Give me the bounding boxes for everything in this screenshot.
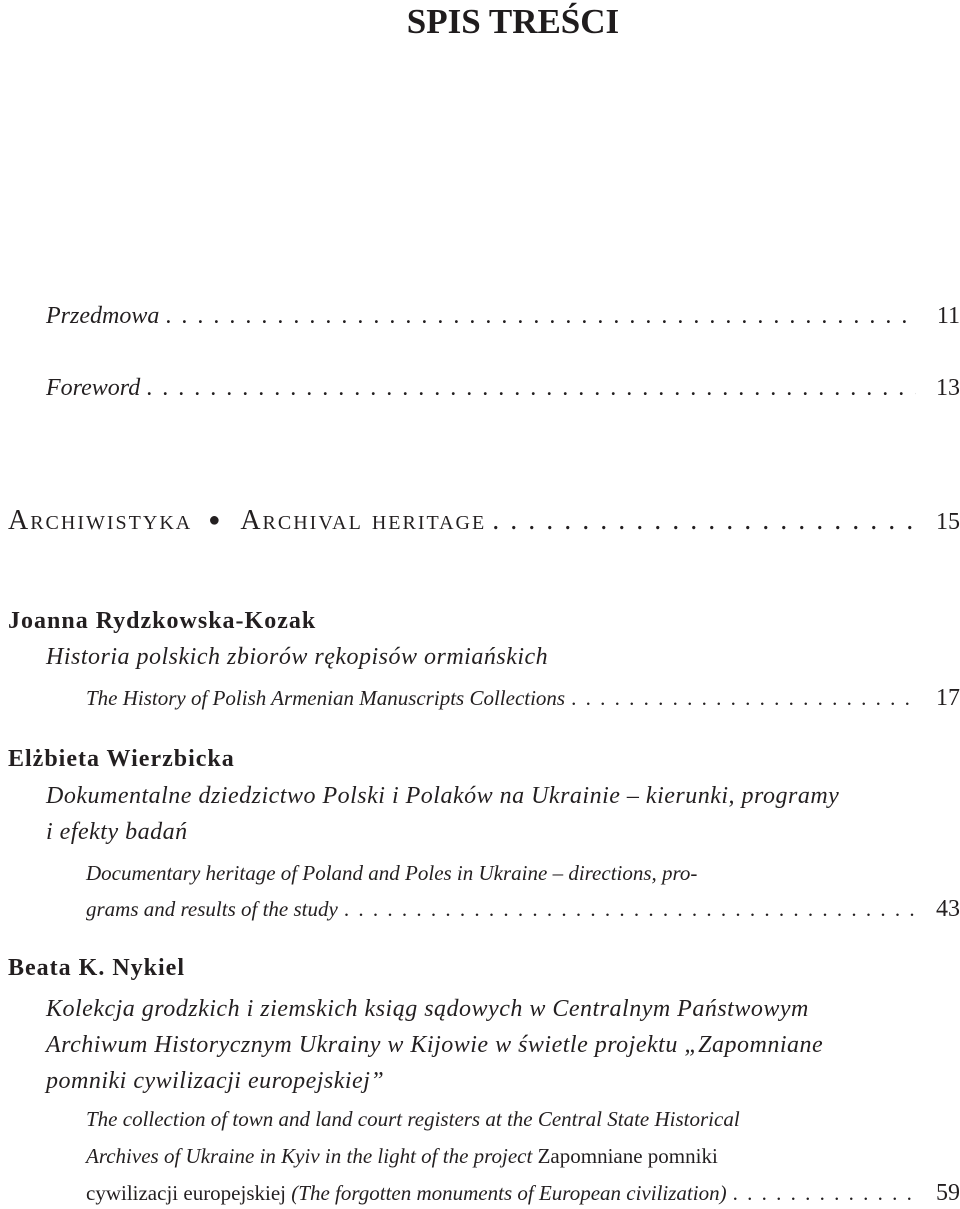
toc-label: Foreword: [46, 375, 141, 401]
dot-leader: [486, 504, 916, 538]
toc-row-przedmowa[interactable]: [8, 300, 960, 332]
toc-row-foreword[interactable]: [8, 372, 960, 404]
bullet-icon: ●: [208, 509, 223, 531]
page-number: 43: [936, 896, 960, 922]
page-number: 17: [936, 685, 960, 711]
section-heading: [8, 503, 486, 538]
page-number: 13: [936, 375, 960, 401]
title-en-part: (The forgotten monuments of European civilization): [286, 1181, 727, 1205]
dot-leader: [727, 1177, 916, 1209]
page-number: 11: [936, 303, 960, 329]
title-pl: Dokumentalne dziedzictwo Polski i Polaków na Ukrainie – kierunki, programy i efekty badań: [46, 783, 840, 845]
title-en-upright: Zapomniane pomniki: [537, 1144, 718, 1168]
page-number: 15: [936, 509, 960, 535]
author-name: Elżbieta Wierzbicka: [8, 746, 235, 772]
title-pl: Historia polskich zbiorów rękopisów ormiańskich: [46, 644, 549, 670]
section-label-en: Archival heritage: [240, 505, 487, 536]
page-title: SPIS TREŚCI: [406, 2, 620, 41]
dot-leader: [159, 300, 916, 332]
dot-leader: [338, 893, 916, 925]
author-name: Beata K. Nykiel: [8, 955, 185, 981]
toc-row-entry-1[interactable]: [86, 682, 960, 714]
toc-label: Przedmowa: [46, 303, 160, 329]
title-en: The History of Polish Armenian Manuscripts Collections: [86, 686, 566, 710]
dot-leader: [140, 372, 916, 404]
title-en-line3: [86, 1177, 727, 1209]
toc-row-entry-2[interactable]: [86, 893, 960, 925]
section-label-pl: Archiwistyka: [8, 505, 193, 536]
title-en-part: Archives of Ukraine in Kyiv in the light of the project: [86, 1144, 538, 1168]
toc-row-entry-3[interactable]: [86, 1177, 960, 1209]
title-en-line2: [86, 1138, 846, 1175]
title-en: The collection of town and land court registers at the Central State Historical: [86, 1107, 740, 1131]
dot-leader: [565, 682, 916, 714]
title-pl: Kolekcja grodzkich i ziemskich ksiąg sądowych w Centralnym Państwowym Archiwum Historycznym Ukrainy w Kijowie w świetle projektu „Zapomniane pomniki cywilizacji europejskiej”: [46, 996, 824, 1094]
title-en: Documentary heritage of Poland and Poles in Ukraine – directions, pro-: [86, 861, 698, 885]
toc-row-section[interactable]: [8, 503, 960, 539]
title-en-upright: cywilizacji europejskiej: [86, 1181, 287, 1205]
title-en-cont: grams and results of the study: [86, 897, 338, 921]
author-name: Joanna Rydzkowska-Kozak: [8, 608, 317, 634]
page-number: 59: [936, 1180, 960, 1206]
